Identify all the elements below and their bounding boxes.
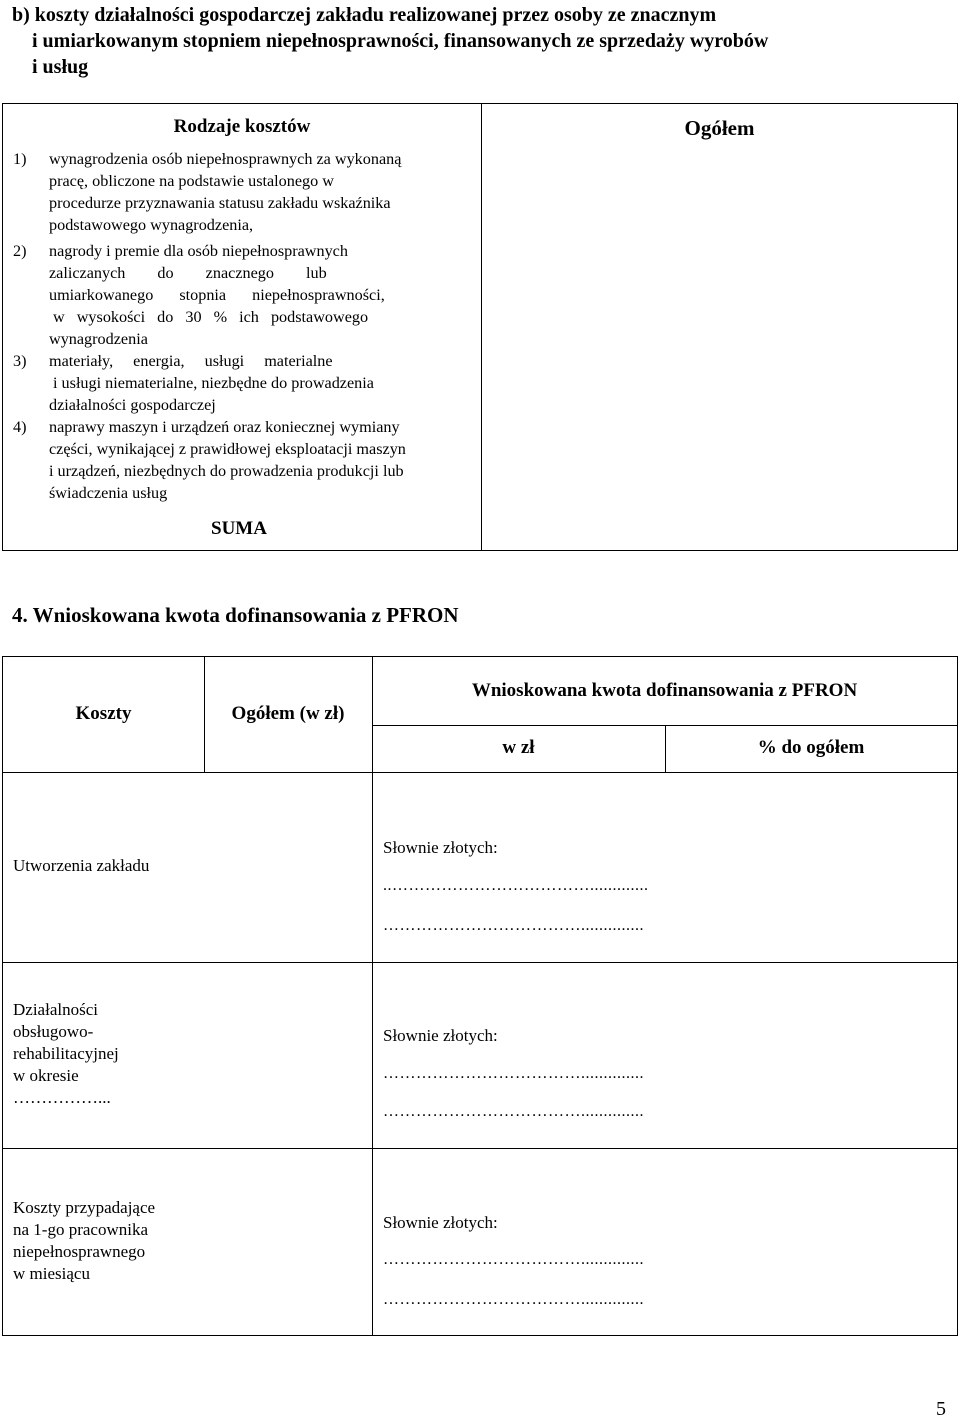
amount-words-line[interactable]: ……………………………….............. [383,1291,644,1308]
item-line: naprawy maszyn i urządzeń oraz koniecznej wymiany [49,418,400,436]
cost-item-2 [13,240,473,350]
header-wnioskowana: Wnioskowana kwota dofinansowania z PFRON [471,680,858,701]
item-line: i urządzeń, niezbędnych do prowadzenia produkcji lub [49,462,404,480]
label-line: ……………... [13,1088,111,1107]
header-ogolem: Ogółem (w zł) [231,703,345,724]
amount-words-line[interactable]: ..………………………………............. [383,877,649,894]
heading-line-3: i usług [32,56,89,78]
cost-item-1 [13,148,473,236]
item-line: materiały, energia, usługi materialne [49,352,333,370]
label-line: w miesiącu [13,1264,90,1283]
label-line: obsługowo- [13,1022,94,1041]
item-line: umiarkowanego stopnia niepełnosprawności, [49,286,385,304]
item-line: pracę, obliczone na podstawie ustalonego w [49,172,334,190]
header-koszty: Koszty [75,703,132,724]
header-w-zl: w zł [502,737,535,758]
amount-words-line[interactable]: ……………………………….............. [383,917,644,934]
item-line: podstawowego wynagrodzenia, [49,216,254,234]
item-line: działalności gospodarczej [49,396,216,414]
funding-table [2,656,958,1336]
item-line: świadczenia usług [49,484,168,502]
item-line: i usługi niematerialne, niezbędne do prowadzenia [53,374,374,392]
item-line: części, wynikającej z prawidłowej eksploatacji maszyn [49,440,406,458]
item-number: 2) [13,242,27,260]
amount-words-line[interactable]: ……………………………….............. [383,1251,644,1268]
cost-item-4 [13,416,473,504]
row-label-koszty-pracownika [13,1197,155,1285]
label-line: rehabilitacyjnej [13,1044,119,1063]
item-line: zaliczanych do znacznego lub [49,264,327,282]
cost-types-header: Rodzaje kosztów [173,116,311,137]
label-line: na 1-go pracownika [13,1220,149,1239]
item-line: wynagrodzenia osób niepełnosprawnych za wykonaną [49,150,402,168]
total-header: Ogółem [684,116,755,140]
row-label-utworzenia: Utworzenia zakładu [13,856,150,875]
item-line: wynagrodzenia [49,330,148,348]
item-number: 4) [13,418,27,436]
item-line: procedurze przyznawania statusu zakładu wskaźnika [49,194,391,212]
grid-line [3,1148,957,1149]
row-label-dzialalnosci [13,999,119,1109]
heading-line-2: i umiarkowanym stopniem niepełnosprawności, finansowanych ze sprzedaży wyrobów [32,30,769,52]
section-4-title: 4. Wnioskowana kwota dofinansowania z PFRON [12,603,459,627]
cost-types-table [2,103,958,551]
slownie-label: Słownie złotych: [383,1213,498,1232]
slownie-label: Słownie złotych: [383,838,498,857]
section-heading [12,2,952,80]
item-line: w wysokości do 30 % ich podstawowego [53,308,369,326]
item-line: nagrody i premie dla osób niepełnosprawnych [49,242,348,260]
cost-item-3 [13,350,473,416]
label-line: Działalności [13,1000,98,1019]
header-procent: % do ogółem [757,737,865,758]
amount-words-line[interactable]: ……………………………….............. [383,1065,644,1082]
column-divider [481,104,482,550]
grid-line [3,962,957,963]
grid-line [3,772,957,773]
label-line: Koszty przypadające [13,1198,156,1217]
grid-line [372,725,957,726]
label-line: w okresie [13,1066,79,1085]
sum-label: SUMA [211,518,267,539]
item-number: 3) [13,352,27,370]
amount-words-line[interactable]: ……………………………….............. [383,1103,644,1120]
slownie-label: Słownie złotych: [383,1026,498,1045]
label-line: niepełnosprawnego [13,1242,146,1261]
page-number: 5 [936,1398,946,1420]
heading-line-1: b) koszty działalności gospodarczej zakładu realizowanej przez osoby ze znacznym [12,4,717,26]
item-number: 1) [13,150,27,168]
